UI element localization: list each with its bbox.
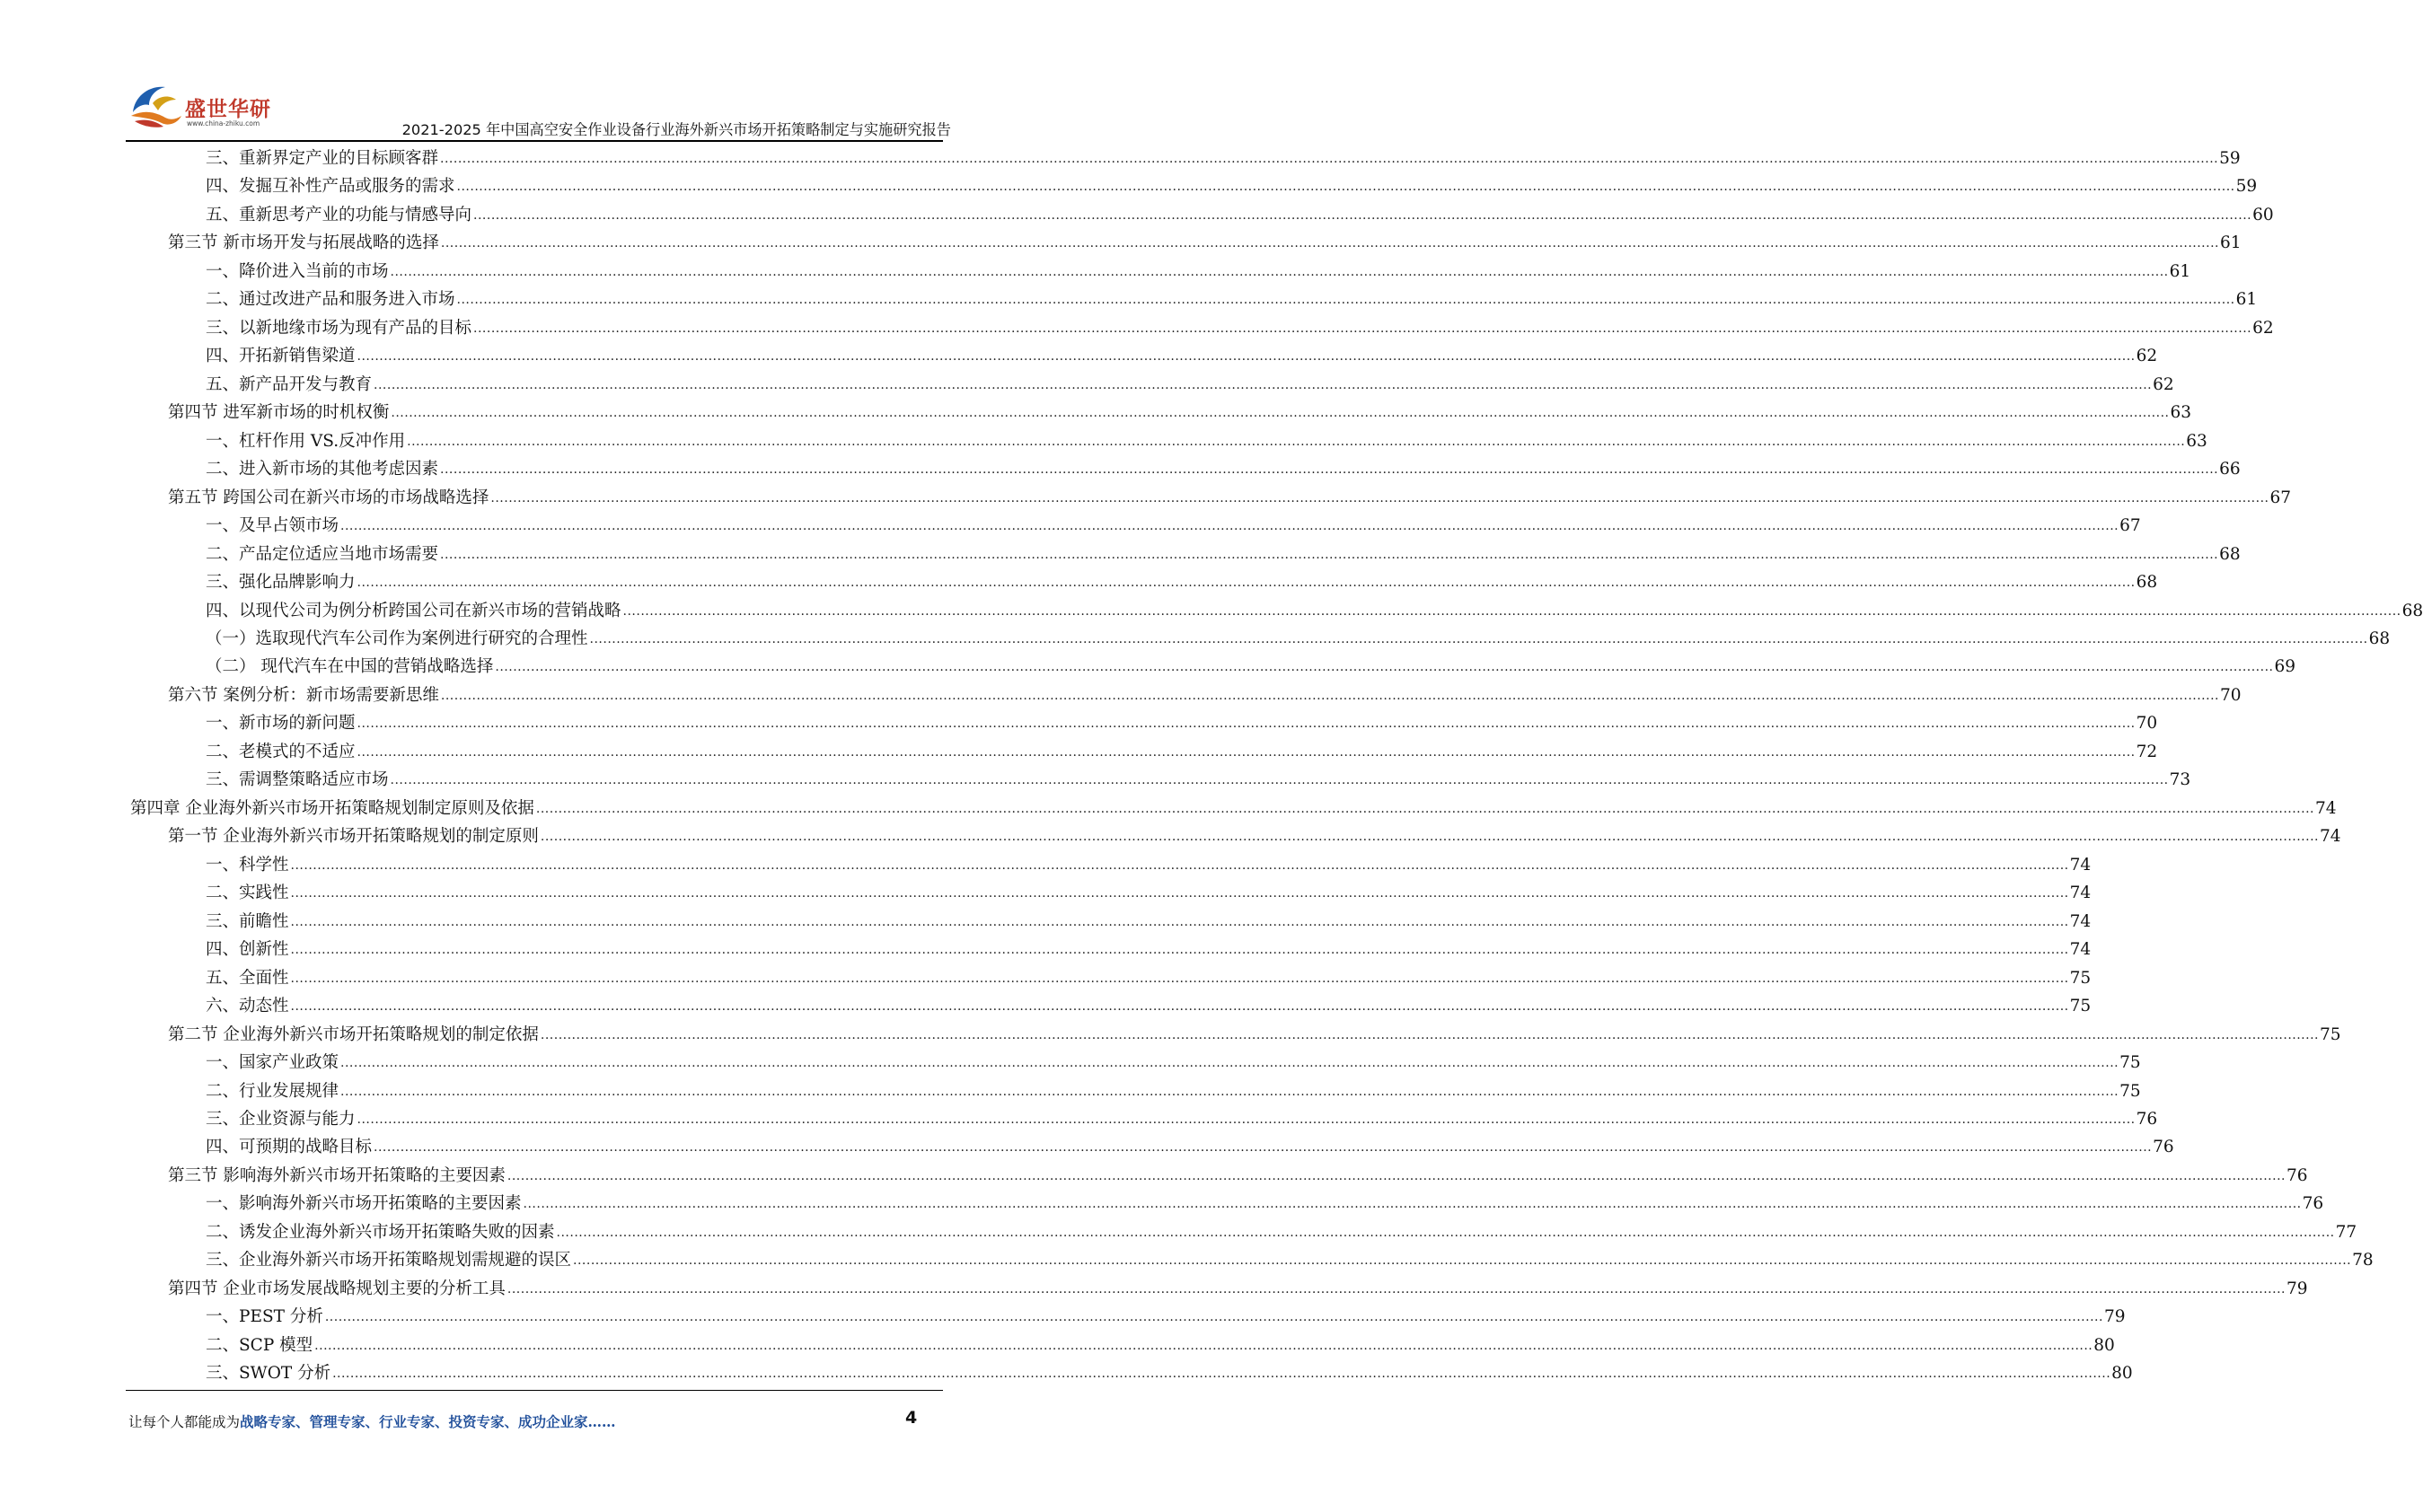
toc-entry[interactable] [206,200,2274,227]
toc-entry-page: 69 [2274,657,2296,677]
page-number: 4 [905,1408,918,1428]
toc-entry-label: 二、行业发展规律 [206,1081,339,1101]
toc-dot-leader: ................................................................................................................................................................................................................................................................................................................................................................................................................ [473,321,2252,336]
toc-dot-leader: ................................................................................................................................................................................................................................................................................................................................................................................................................ [490,490,2269,505]
document-title: 2021-2025 年中国高空安全作业设备行业海外新兴市场开拓策略制定与实施研究报告 [401,121,951,138]
toc-entry[interactable] [206,652,2296,679]
toc-dot-leader: ................................................................................................................................................................................................................................................................................................................................................................................................................ [507,1281,2286,1297]
toc-entry-label: 二、SCP 模型 [206,1335,313,1355]
toc-entry-page: 73 [2169,770,2191,790]
toc-entry-label: 三、重新界定产业的目标顾客群 [206,149,439,168]
toc-entry-label: 第三节 新市场开发与拓展战略的选择 [168,233,439,253]
toc-dot-leader: ................................................................................................................................................................................................................................................................................................................................................................................................................ [473,207,2252,223]
toc-entry[interactable] [206,426,2207,453]
toc-entry-page: 74 [2314,798,2337,818]
toc-entry-label: 三、强化品牌影响力 [206,573,356,593]
toc-entry[interactable] [206,511,2141,538]
toc-entry-page: 62 [2136,347,2158,366]
toc-dot-leader: ................................................................................................................................................................................................................................................................................................................................................................................................................ [357,349,2136,365]
toc-entry[interactable] [206,540,2241,567]
toc-dot-leader: ................................................................................................................................................................................................................................................................................................................................................................................................................ [440,688,2219,703]
toc-dot-leader: ................................................................................................................................................................................................................................................................................................................................................................................................................ [374,1140,2153,1156]
toc-entry-label: （二） 现代汽车在中国的营销战略选择 [206,657,494,677]
toc-entry-label: 二、老模式的不适应 [206,742,356,761]
toc-dot-leader: ................................................................................................................................................................................................................................................................................................................................................................................................................ [556,1225,2335,1240]
toc-dot-leader: ................................................................................................................................................................................................................................................................................................................................................................................................................ [540,830,2319,845]
logo-name: 盛世华研 [185,98,271,121]
toc-entry-page: 61 [2219,233,2242,253]
toc-entry[interactable] [206,1189,2324,1216]
toc-entry-label: 三、以新地缘市场为现有产品的目标 [206,318,472,338]
toc-entry-label: 二、通过改进产品和服务进入市场 [206,290,455,310]
toc-dot-leader: ................................................................................................................................................................................................................................................................................................................................................................................................................ [340,519,2119,534]
toc-dot-leader: ................................................................................................................................................................................................................................................................................................................................................................................................................ [290,943,2069,958]
toc-entry-label: 二、进入新市场的其他考虑因素 [206,460,439,479]
toc-entry[interactable] [168,228,2242,255]
toc-entry-page: 75 [2069,997,2092,1016]
footer-slogan [128,1411,616,1431]
toc-dot-leader: ................................................................................................................................................................................................................................................................................................................................................................................................................ [440,462,2219,478]
toc-dot-leader: ................................................................................................................................................................................................................................................................................................................................................................................................................ [456,180,2235,195]
toc-entry-page: 67 [2269,488,2292,507]
toc-entry[interactable] [206,850,2092,877]
toc-entry-label: 三、企业海外新兴市场开拓策略规划需规避的误区 [206,1251,572,1270]
toc-dot-leader: ................................................................................................................................................................................................................................................................................................................................................................................................................ [390,264,2169,279]
toc-dot-leader: ................................................................................................................................................................................................................................................................................................................................................................................................................ [535,801,2314,816]
toc-entry[interactable] [206,1302,2126,1329]
toc-dot-leader: ................................................................................................................................................................................................................................................................................................................................................................................................................ [573,1253,2352,1269]
toc-entry-page: 63 [2186,431,2207,451]
toc-entry-page: 74 [2069,855,2092,875]
toc-entry-page: 70 [2219,685,2242,705]
toc-dot-leader: ................................................................................................................................................................................................................................................................................................................................................................................................................ [589,631,2368,646]
toc-dot-leader: ................................................................................................................................................................................................................................................................................................................................................................................................................ [374,377,2153,392]
toc-dot-leader: ................................................................................................................................................................................................................................................................................................................................................................................................................ [357,1112,2136,1127]
toc-entry-label: 五、全面性 [206,968,289,988]
toc-dot-leader: ................................................................................................................................................................................................................................................................................................................................................................................................................ [390,773,2169,788]
toc-entry-page: 72 [2136,742,2158,761]
toc-entry-page: 68 [2401,601,2423,620]
toc-entry-page: 68 [2219,544,2241,564]
toc-entry-page: 76 [2136,1109,2158,1129]
toc-entry-page: 75 [2119,1053,2141,1073]
toc-entry[interactable] [130,794,2337,821]
toc-entry[interactable] [168,483,2292,510]
toc-entry-label: 一、影响海外新兴市场开拓策略的主要因素 [206,1194,522,1214]
toc-entry[interactable] [206,1245,2374,1272]
toc-entry-label: 二、产品定位适应当地市场需要 [206,544,439,564]
toc-entry-page: 62 [2252,318,2274,338]
toc-entry-page: 75 [2319,1024,2341,1044]
toc-entry[interactable] [206,624,2391,651]
toc-dot-leader: ................................................................................................................................................................................................................................................................................................................................................................................................................ [290,999,2069,1015]
toc-entry[interactable] [206,1331,2115,1358]
toc-dot-leader: ................................................................................................................................................................................................................................................................................................................................................................................................................ [332,1367,2111,1382]
toc-entry-page: 76 [2286,1165,2308,1185]
toc-entry-label: 一、科学性 [206,855,289,875]
toc-entry-label: 第一节 企业海外新兴市场开拓策略规划的制定原则 [168,827,539,847]
toc-entry-page: 79 [2103,1307,2126,1327]
toc-entry-label: 第三节 影响海外新兴市场开拓策略的主要因素 [168,1165,506,1185]
toc-dot-leader: ................................................................................................................................................................................................................................................................................................................................................................................................................ [357,716,2136,732]
page-header [0,0,1070,144]
toc-entry-label: 第二节 企业海外新兴市场开拓策略规划的制定依据 [168,1024,539,1044]
toc-entry-page: 78 [2352,1251,2374,1270]
toc-entry-page: 59 [2235,177,2258,197]
toc-entry-page: 77 [2335,1222,2357,1242]
toc-dot-leader: ................................................................................................................................................................................................................................................................................................................................................................................................................ [456,293,2235,308]
toc-entry-label: 第四节 企业市场发展战略规划主要的分析工具 [168,1279,506,1298]
toc-entry-page: 75 [2069,968,2092,988]
toc-entry-page: 66 [2219,460,2241,479]
toc-entry[interactable] [206,567,2158,594]
toc-entry[interactable] [168,681,2242,708]
header-divider [126,140,943,142]
toc-entry-label: （一）选取现代汽车公司作为案例进行研究的合理性 [206,629,588,648]
toc-entry[interactable] [206,935,2092,962]
slogan-prefix: 让每个人都能成为 [128,1414,241,1430]
toc-entry-label: 四、开拓新销售梁道 [206,347,356,366]
toc-entry-label: 四、可预期的战略目标 [206,1138,373,1157]
toc-entry-label: 第六节 案例分析：新市场需要新思维 [168,685,439,705]
toc-entry-label: 二、诱发企业海外新兴市场开拓策略失败的因素 [206,1222,555,1242]
toc-entry[interactable] [206,171,2258,198]
toc-entry[interactable] [206,454,2241,481]
toc-entry-label: 第四章 企业海外新兴市场开拓策略规划制定原则及依据 [130,798,534,818]
toc-entry-label: 四、以现代公司为例分析跨国公司在新兴市场的营销战略 [206,601,621,620]
toc-entry[interactable] [206,1048,2141,1075]
toc-entry[interactable] [206,907,2092,934]
toc-entry[interactable] [206,596,2423,623]
toc-entry-label: 一、PEST 分析 [206,1307,323,1327]
toc-entry-label: 一、国家产业政策 [206,1053,339,1073]
toc-entry[interactable] [168,1020,2341,1047]
toc-dot-leader: ................................................................................................................................................................................................................................................................................................................................................................................................................ [540,1027,2319,1042]
toc-entry[interactable] [206,285,2258,312]
toc-entry-label: 三、前瞻性 [206,911,289,931]
toc-entry-label: 三、企业资源与能力 [206,1109,356,1129]
toc-entry[interactable] [206,991,2092,1018]
toc-entry-page: 67 [2119,516,2141,536]
toc-entry-page: 70 [2136,714,2158,734]
toc-dot-leader: ................................................................................................................................................................................................................................................................................................................................................................................................................ [290,886,2069,901]
toc-entry-label: 三、需调整策略适应市场 [206,770,389,790]
toc-dot-leader: ................................................................................................................................................................................................................................................................................................................................................................................................................ [507,1168,2286,1183]
company-logo [126,76,278,139]
toc-entry-label: 三、SWOT 分析 [206,1364,331,1384]
toc-dot-leader: ................................................................................................................................................................................................................................................................................................................................................................................................................ [290,857,2069,873]
logo-url: www.china-zhiku.com [187,119,260,127]
toc-entry-page: 76 [2153,1138,2174,1157]
toc-entry-label: 第四节 进军新市场的时机权衡 [168,403,390,423]
toc-entry[interactable] [168,822,2341,848]
toc-dot-leader: ................................................................................................................................................................................................................................................................................................................................................................................................................ [290,914,2069,929]
toc-entry[interactable] [206,257,2191,284]
toc-entry-label: 四、创新性 [206,940,289,960]
toc-entry-page: 74 [2069,940,2092,960]
toc-entry-label: 一、及早占领市场 [206,516,339,536]
toc-entry-page: 61 [2169,261,2191,281]
toc-entry[interactable] [206,963,2092,990]
toc-dot-leader: ................................................................................................................................................................................................................................................................................................................................................................................................................ [340,1084,2119,1099]
toc-entry-label: 第五节 跨国公司在新兴市场的市场战略选择 [168,488,489,507]
toc-dot-leader: ................................................................................................................................................................................................................................................................................................................................................................................................................ [495,660,2274,675]
toc-dot-leader: ................................................................................................................................................................................................................................................................................................................................................................................................................ [357,744,2136,760]
toc-entry[interactable] [168,1161,2308,1188]
footer-divider [126,1390,943,1391]
toc-entry[interactable] [206,1104,2158,1131]
toc-dot-leader: ................................................................................................................................................................................................................................................................................................................................................................................................................ [340,1056,2119,1071]
toc-entry-label: 四、发掘互补性产品或服务的需求 [206,177,455,197]
toc-entry-label: 一、降价进入当前的市场 [206,261,389,281]
toc-entry-page: 79 [2286,1279,2308,1298]
toc-entry-page: 68 [2136,573,2158,593]
toc-entry[interactable] [168,398,2192,425]
toc-entry[interactable] [168,1274,2308,1301]
toc-entry[interactable] [206,1218,2357,1244]
toc-entry-page: 68 [2368,629,2391,648]
slogan-highlight: 战略专家、管理专家、行业专家、投资专家、成功企业家…… [240,1413,616,1430]
toc-entry-label: 五、新产品开发与教育 [206,374,373,394]
toc-entry[interactable] [206,1132,2174,1159]
toc-entry-page: 74 [2319,827,2341,847]
toc-entry[interactable] [206,1077,2141,1103]
toc-entry[interactable] [206,1358,2133,1385]
toc-entry-label: 五、重新思考产业的功能与情感导向 [206,205,472,224]
toc-entry-page: 61 [2235,290,2258,310]
toc-dot-leader: ................................................................................................................................................................................................................................................................................................................................................................................................................ [290,971,2069,986]
toc-entry-page: 75 [2119,1081,2141,1101]
toc-dot-leader: ................................................................................................................................................................................................................................................................................................................................................................................................................ [440,152,2219,166]
toc-dot-leader: ................................................................................................................................................................................................................................................................................................................................................................................................................ [324,1310,2103,1325]
toc-dot-leader: ................................................................................................................................................................................................................................................................................................................................................................................................................ [622,603,2401,619]
toc-entry[interactable] [206,144,2241,171]
toc-dot-leader: ................................................................................................................................................................................................................................................................................................................................................................................................................ [357,576,2136,591]
toc-entry[interactable] [206,765,2191,792]
toc-entry[interactable] [206,370,2174,397]
toc-entry-page: 59 [2219,149,2241,168]
toc-dot-leader: ................................................................................................................................................................................................................................................................................................................................................................................................................ [440,547,2219,562]
toc-entry-page: 80 [2111,1364,2133,1384]
toc-entry-page: 63 [2170,403,2192,423]
toc-entry[interactable] [206,708,2158,735]
logo-emblem-icon [126,76,185,136]
toc-entry[interactable] [206,341,2158,368]
toc-entry[interactable] [206,878,2092,905]
toc-entry-page: 74 [2069,911,2092,931]
toc-entry[interactable] [206,313,2274,340]
toc-entry-page: 80 [2093,1335,2115,1355]
toc-entry-page: 74 [2069,883,2092,903]
toc-entry-label: 一、新市场的新问题 [206,714,356,734]
toc-dot-leader: ................................................................................................................................................................................................................................................................................................................................................................................................................ [440,236,2219,251]
toc-entry-page: 62 [2153,374,2174,394]
toc-entry-label: 六、动态性 [206,997,289,1016]
toc-entry-page: 76 [2302,1194,2324,1214]
toc-entry-label: 二、实践性 [206,883,289,903]
toc-entry[interactable] [206,737,2158,764]
toc-dot-leader: ................................................................................................................................................................................................................................................................................................................................................................................................................ [391,406,2170,421]
toc-entry-page: 60 [2252,205,2274,224]
toc-entry-label: 一、杠杆作用 VS.反冲作用 [206,431,406,451]
toc-dot-leader: ................................................................................................................................................................................................................................................................................................................................................................................................................ [407,434,2186,449]
toc-dot-leader: ................................................................................................................................................................................................................................................................................................................................................................................................................ [523,1197,2302,1212]
toc-dot-leader: ................................................................................................................................................................................................................................................................................................................................................................................................................ [314,1338,2093,1353]
